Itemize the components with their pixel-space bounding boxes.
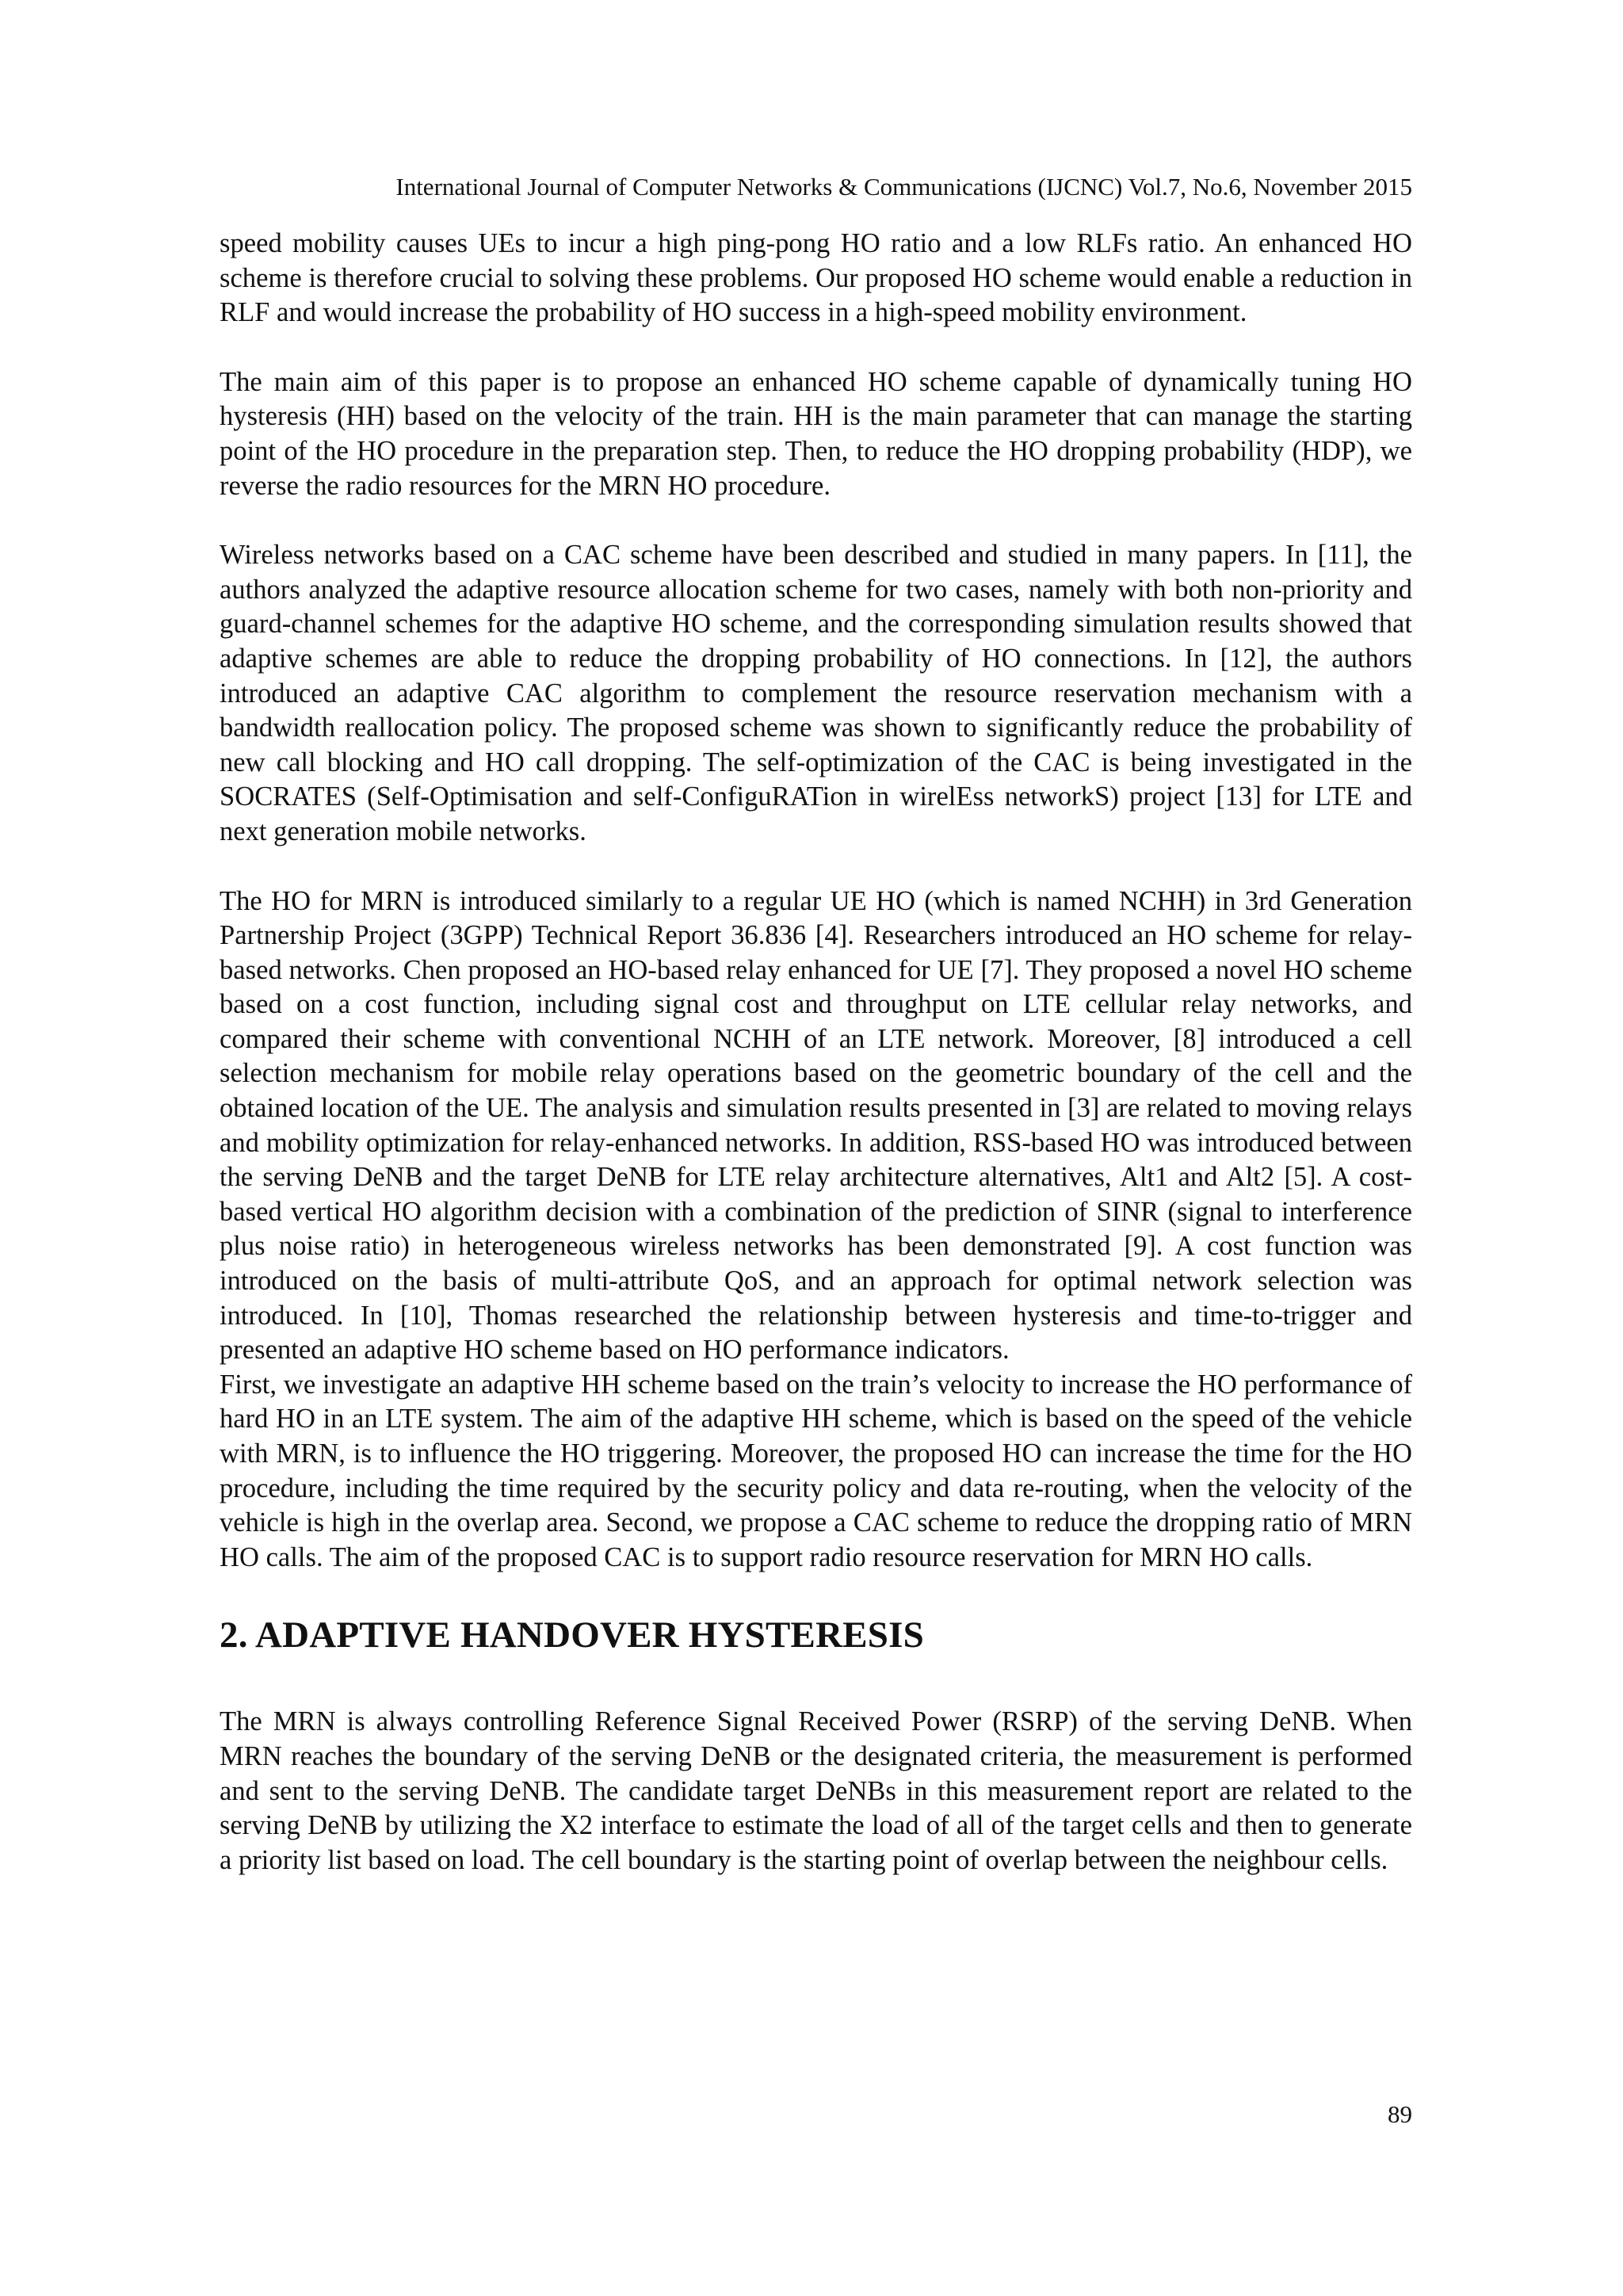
body-paragraph-1: speed mobility causes UEs to incur a high ping-pong HO ratio and a low RLFs ratio. An enhanced HO scheme is therefore crucial to solving these problems. Our proposed HO scheme would enable a reduction in RLF and would increase the probability of HO success in a high-speed mobility environment. bbox=[220, 228, 1412, 328]
body-paragraph-4: The HO for MRN is introduced similarly to a regular UE HO (which is named NCHH) in 3rd Generation Partnership Project (3GPP) Technical Report 36.836 [4]. Researchers introduced an HO scheme for relay-based networks. Chen proposed an HO-based relay enhanced for UE [7]. They proposed a novel HO scheme based on a cost function, including signal cost and throughput on LTE cellular relay networks, and compared their scheme with conventional NCHH of an LTE network. Moreover, [8] introduced a cell selection mechanism for mobile relay operations based on the geometric boundary of the cell and the obtained location of the UE. The analysis and simulation results presented in [3] are related to moving relays and mobility optimization for relay-enhanced networks. In addition, RSS-based HO was introduced between the serving DeNB and the target DeNB for LTE relay architecture alternatives, Alt1 and Alt2 [5]. A cost-based vertical HO algorithm decision with a combination of the prediction of SINR (signal to interference plus noise ratio) in heterogeneous wireless networks has been demonstrated [9]. A cost function was introduced on the basis of multi-attribute QoS, and an approach for optimal network selection was introduced. In [10], Thomas researched the relationship between hysteresis and time-to-trigger and presented an adaptive HO scheme based on HO performance indicators. bbox=[220, 885, 1413, 1366]
body-paragraph-2: The main aim of this paper is to propose an enhanced HO scheme capable of dynamically tuning HO hysteresis (HH) based on the velocity of the train. HH is the main parameter that can manage the starting point of the HO procedure in the preparation step. Then, to reduce the HO dropping probability (HDP), we reverse the radio resources for the MRN HO procedure. bbox=[220, 366, 1412, 501]
section-heading: 2. ADAPTIVE HANDOVER HYSTERESIS bbox=[220, 1614, 924, 1656]
section-paragraph: The MRN is always controlling Reference Signal Received Power (RSRP) of the serving DeNB. When MRN reaches the boundary of the serving DeNB or the designated criteria, the measurement is performed and sent to the serving DeNB. The candidate target DeNBs in this measurement report are related to the serving DeNB by utilizing the X2 interface to estimate the load of all of the target cells and then to generate a priority list based on load. The cell boundary is the starting point of overlap between the neighbour cells. bbox=[220, 1706, 1412, 1875]
body-paragraph-5: First, we investigate an adaptive HH scheme based on the train’s velocity to increase the HO performance of hard HO in an LTE system. The aim of the adaptive HH scheme, which is based on the speed of the vehicle with MRN, is to influence the HO triggering. Moreover, the proposed HO can increase the time for the HO procedure, including the time required by the security policy and data re-routing, when the velocity of the vehicle is high in the overlap area. Second, we propose a CAC scheme to reduce the dropping ratio of MRN HO calls. The aim of the proposed CAC is to support radio resource reservation for MRN HO calls. bbox=[220, 1369, 1412, 1572]
page-body bbox=[220, 227, 1412, 1878]
journal-running-header: International Journal of Computer Networks & Communications (IJCNC) Vol.7, No.6, November 2015 bbox=[395, 173, 1412, 201]
body-paragraph-3: Wireless networks based on a CAC scheme have been described and studied in many papers. In [11], the authors analyzed the adaptive resource allocation scheme for two cases, namely with both non-priority and guard-channel schemes for the adaptive HO scheme, and the corresponding simulation results showed that adaptive schemes are able to reduce the dropping probability of HO connections. In [12], the authors introduced an adaptive CAC algorithm to complement the resource reservation mechanism with a bandwidth reallocation policy. The proposed scheme was shown to significantly reduce the probability of new call blocking and HO call dropping. The self-optimization of the CAC is being investigated in the SOCRATES (Self-Optimisation and self-ConfiguRATion in wirelEss networkS) project [13] for LTE and next generation mobile networks. bbox=[220, 540, 1412, 846]
page-number: 89 bbox=[1388, 2100, 1412, 2128]
